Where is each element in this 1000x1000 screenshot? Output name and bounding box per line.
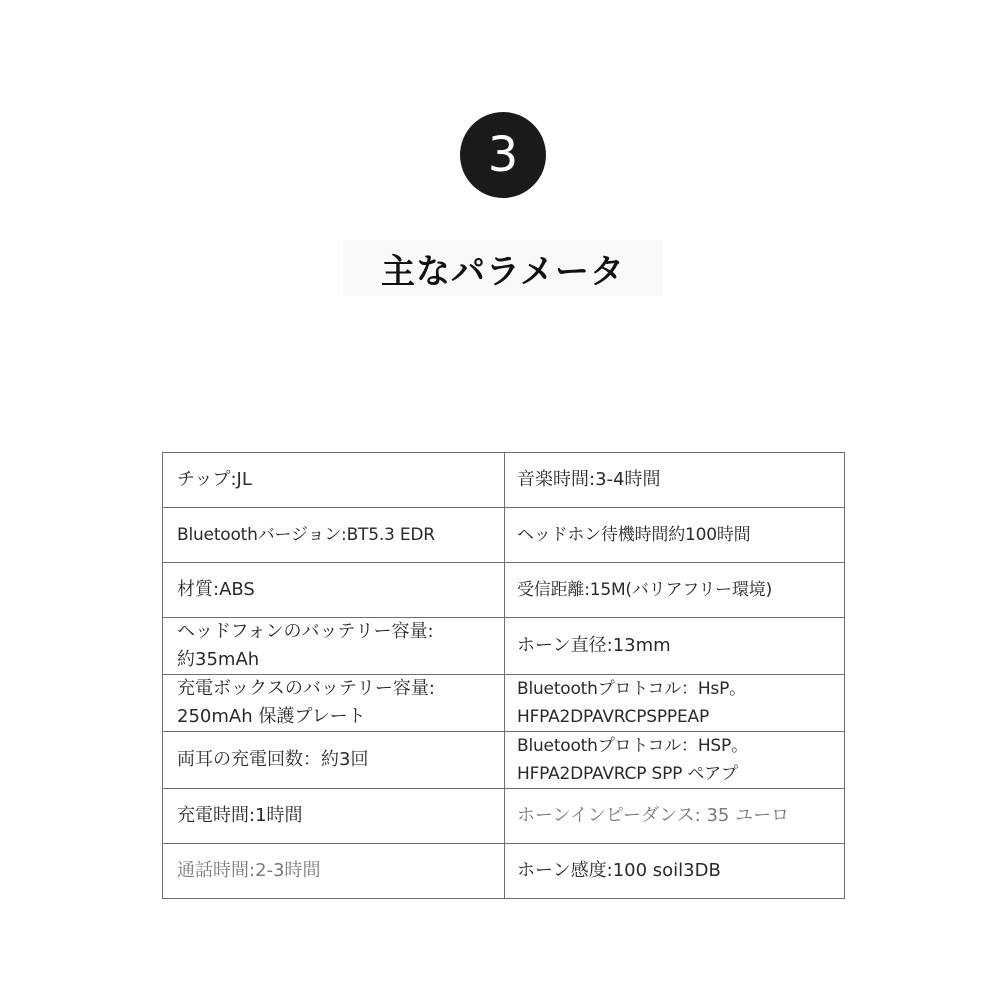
spec-cell: 音楽時間:3-4時間 — [505, 453, 845, 508]
section-title: 主なパラメータ — [343, 240, 663, 296]
spec-cell: ヘッドホン待機時間約100時間 — [505, 508, 845, 563]
table-row — [163, 732, 845, 789]
spec-cell: 両耳の充電回数：約3回 — [163, 732, 505, 789]
table-row — [163, 453, 845, 508]
spec-cell: 通話時間:2-3時間 — [163, 844, 505, 899]
spec-cell: ヘッドフォンのバッテリー容量: 約35mAh — [163, 618, 505, 675]
table-row — [163, 675, 845, 732]
spec-cell: チップ:JL — [163, 453, 505, 508]
spec-cell: Bluetoothプロトコル：HSP。 HFPA2DPAVRCP SPP ペアプ — [505, 732, 845, 789]
step-number-badge — [460, 112, 546, 198]
step-number: 3 — [487, 127, 519, 183]
spec-cell: ホーン感度:100 soil3DB — [505, 844, 845, 899]
table-row — [163, 563, 845, 618]
spec-cell: 充電時間:1時間 — [163, 789, 505, 844]
table-row — [163, 618, 845, 675]
spec-cell: 材質:ABS — [163, 563, 505, 618]
spec-cell: 受信距離:15M(バリアフリー環境) — [505, 563, 845, 618]
spec-cell: 充電ボックスのバッテリー容量: 250mAh 保護プレート — [163, 675, 505, 732]
table-row — [163, 789, 845, 844]
spec-cell: Bluetoothプロトコル：HsP。 HFPA2DPAVRCPSPPEAP — [505, 675, 845, 732]
spec-table — [162, 452, 845, 899]
table-row — [163, 844, 845, 899]
spec-cell: ホーンインピーダンス: 35 ユーロ — [505, 789, 845, 844]
spec-cell: Bluetoothバージョン:BT5.3 EDR — [163, 508, 505, 563]
table-row — [163, 508, 845, 563]
spec-cell: ホーン直径:13mm — [505, 618, 845, 675]
